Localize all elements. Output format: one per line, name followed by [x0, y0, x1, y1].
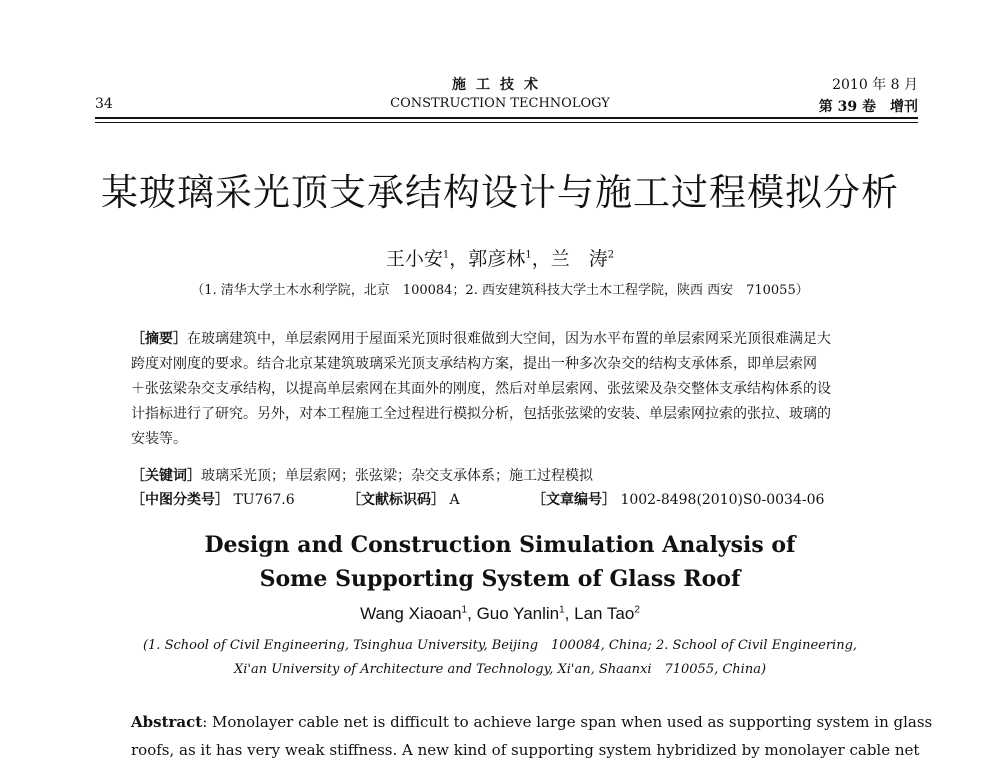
- page-number: 34: [95, 96, 113, 112]
- article-number-value: 1002-8498(2010)S0-0034-06: [620, 492, 825, 508]
- affiliation-mark: 1: [525, 249, 532, 261]
- authors-en: Wang Xiaoan$^1$, Guo Yanlin$^1$, Lan Tao$^2$: [360, 604, 640, 623]
- affiliation-mark: 2: [634, 604, 640, 616]
- keywords-text: 玻璃采光顶；单层索网；张弦梁；杂交支承体系；施工过程模拟: [201, 468, 593, 484]
- author-cn: 王小安: [385, 248, 443, 270]
- affiliation-en-line1: (1. School of Civil Engineering, Tsinghua University, Beijing 100084, China; 2. School of Civil Engineering,: [142, 638, 858, 653]
- abstract-cn-line: 安装等。: [131, 431, 187, 447]
- header-rule-thick: [95, 117, 918, 119]
- journal-title-cn: 施工技术: [452, 77, 548, 93]
- clc-label: ［中图分类号］: [131, 492, 229, 508]
- abstract-en-line: Abstract: Monolayer cable net is difficult to achieve large span when used as supporting system in glass: [131, 713, 933, 731]
- abstract-cn: [131, 327, 871, 452]
- keywords-cn: [131, 465, 593, 485]
- article-number: [532, 489, 824, 509]
- affiliation-mark: 1: [442, 249, 450, 261]
- header-rule-thin: [95, 122, 918, 123]
- paper-title-en-line2: Some Supporting System of Glass Roof: [259, 566, 741, 592]
- paper-title-en: [0, 528, 1000, 596]
- clc-number: [131, 489, 295, 509]
- paper-title-cn: 某玻璃采光顶支承结构设计与施工过程模拟分析: [101, 171, 899, 214]
- author-cn: 兰 涛: [550, 248, 608, 270]
- document-code: [347, 489, 460, 509]
- author-en: Guo Yanlin: [476, 604, 560, 623]
- abstract-en-label: Abstract: [131, 713, 203, 731]
- affiliation-en: [0, 634, 1000, 682]
- abstract-cn-label: ［摘要］: [131, 331, 187, 347]
- document-code-value: A: [449, 492, 460, 508]
- journal-title-en: CONSTRUCTION TECHNOLOGY: [390, 96, 610, 111]
- keywords-label: ［关键词］: [131, 468, 201, 484]
- volume-info: 第 39 卷 增刊: [818, 99, 918, 115]
- author-en: Lan Tao: [574, 604, 635, 623]
- paper-title-en-line1: Design and Construction Simulation Analysis of: [204, 532, 796, 558]
- authors-cn: 王小安$^1$，郭彦林$^1$，兰 涛$^2$: [385, 248, 615, 270]
- affiliation-mark: 1: [461, 604, 468, 616]
- clc-value: TU767.6: [233, 492, 295, 508]
- abstract-en-line: roofs, as it has very weak stiffness. A new kind of supporting system hybridized by monolayer cable net: [131, 741, 920, 759]
- article-number-label: ［文章编号］: [532, 492, 616, 508]
- affiliation-en-line2: Xi'an University of Architecture and Technology, Xi'an, Shaanxi 710055, China): [233, 662, 767, 677]
- abstract-cn-line: ＋张弦梁杂交支承结构，以提高单层索网在其面外的刚度，然后对单层索网、张弦梁及杂交整体支承结构体系的设: [131, 381, 831, 397]
- abstract-cn-line: ［摘要］在玻璃建筑中，单层索网用于屋面采光顶时很难做到大空间，因为水平布置的单层索网采光顶很难满足大: [131, 331, 831, 347]
- affiliation-mark: 2: [607, 249, 615, 261]
- author-en: Wang Xiaoan: [360, 604, 462, 623]
- abstract-cn-line: 计指标进行了研究。另外，对本工程施工全过程进行模拟分析，包括张弦梁的安装、单层索网拉索的张拉、玻璃的: [131, 406, 831, 422]
- issue-date: 2010 年 8 月: [832, 77, 918, 93]
- affiliation-mark: 1: [559, 604, 565, 616]
- document-code-label: ［文献标识码］: [347, 492, 445, 508]
- author-cn: 郭彦林: [468, 248, 526, 270]
- abstract-en: [131, 708, 933, 764]
- abstract-cn-line: 跨度对刚度的要求。结合北京某建筑玻璃采光顶支承结构方案，提出一种多次杂交的结构支承体系，即单层索网: [131, 356, 817, 372]
- affiliation-cn: （1. 清华大学土木水利学院，北京 100084；2. 西安建筑科技大学土木工程学院，陕西 西安 710055）: [191, 283, 809, 298]
